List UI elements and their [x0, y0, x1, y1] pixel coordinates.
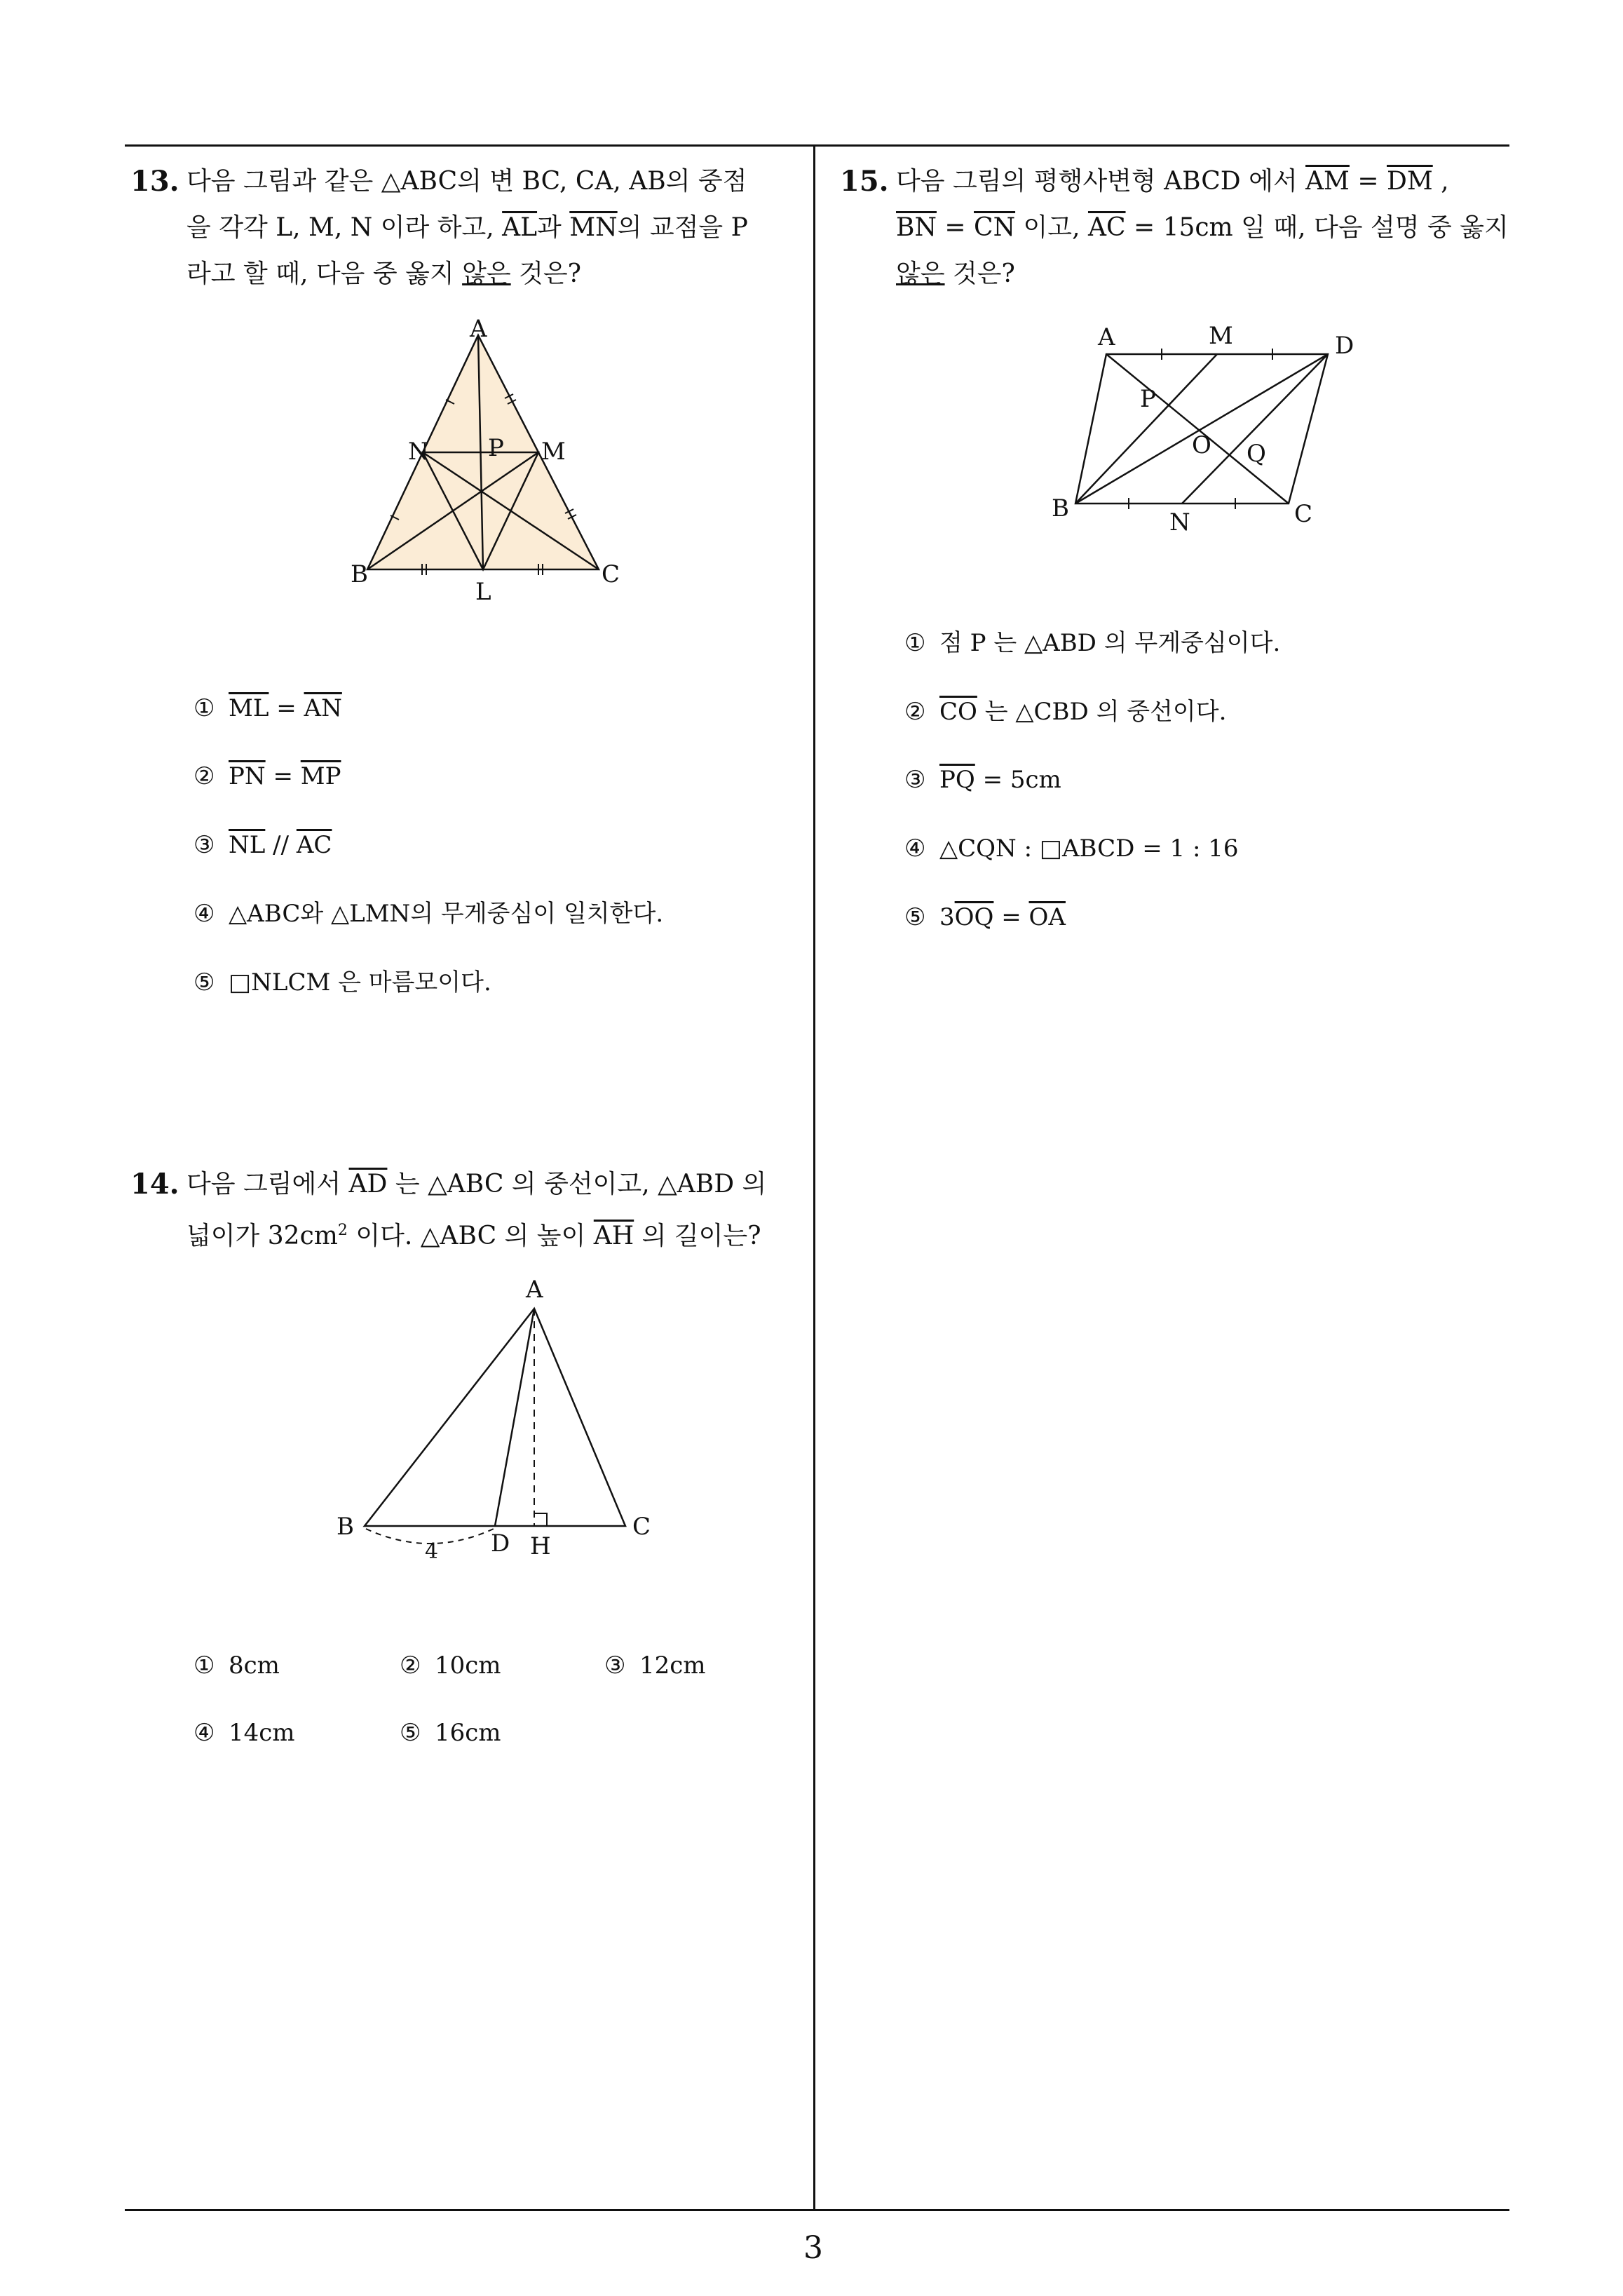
- choice-14-4[interactable]: ④ 14cm: [193, 1719, 295, 1747]
- question-line: 다음 그림의 평행사변형 ABCD 에서 $\overline{AM} = \overline{DM}$ ,: [896, 167, 1449, 196]
- label-length: 4: [425, 1539, 439, 1564]
- question-text: [186, 158, 748, 297]
- top-rule: [125, 144, 1509, 147]
- choice-14-5[interactable]: ⑤ 16cm: [400, 1719, 501, 1747]
- label-l: L: [475, 578, 491, 606]
- choice-13-3[interactable]: ③ $\overline{NL} // \overline{AC}$: [193, 831, 332, 859]
- label-p: P: [488, 434, 504, 462]
- label-m: M: [1209, 322, 1233, 350]
- label-n: N: [1169, 508, 1190, 536]
- median-ad: [495, 1309, 534, 1526]
- segment-bm: [1075, 354, 1217, 504]
- figure-15-parallelogram: [1052, 316, 1388, 547]
- label-c: C: [632, 1513, 651, 1541]
- choice-14-2[interactable]: ② 10cm: [400, 1652, 501, 1680]
- right-angle-mark: [534, 1513, 547, 1526]
- question-14: [130, 1161, 803, 1260]
- label-b: B: [337, 1513, 354, 1541]
- choice-15-2[interactable]: ② $\overline{CO}$ 는 △CBD 의 중선이다.: [904, 698, 1227, 726]
- segment-nd: [1182, 354, 1328, 504]
- figure-13-triangle: [351, 316, 645, 610]
- triangle-abc: [365, 1309, 625, 1526]
- question-15: [840, 158, 1513, 299]
- choice-14-1[interactable]: ① 8cm: [193, 1652, 280, 1680]
- label-p: P: [1140, 385, 1156, 413]
- question-line: 라고 할 때, 다음 중 옳지 않은 것은?: [186, 259, 581, 288]
- question-line: 넓이가 $32cm^2$ 이다. △ABC 의 높이 $\overline{AH}$ 의 길이는?: [186, 1222, 761, 1250]
- bottom-rule: [125, 2209, 1509, 2211]
- question-line: 않은 것은?: [896, 259, 1015, 288]
- choice-14-3[interactable]: ③ 12cm: [604, 1652, 706, 1680]
- question-line: 을 각각 L, M, N 이라 하고, $\overline{AL}$과 $\overline{MN}$의 교점을 P: [186, 213, 748, 242]
- label-h: H: [530, 1532, 551, 1560]
- choice-15-4[interactable]: ④ △CQN : □ABCD = 1 : 16: [904, 835, 1239, 863]
- choice-15-1[interactable]: ① 점 P 는 △ABD 의 무게중심이다.: [904, 629, 1281, 657]
- choice-13-2[interactable]: ② $\overline{PN} = \overline{MP}$: [193, 762, 341, 790]
- choice-15-5[interactable]: ⑤ $3\overline{OQ} = \overline{OA}$: [904, 903, 1066, 931]
- label-n: N: [408, 438, 429, 466]
- question-number: 15.: [840, 165, 889, 198]
- question-line: 다음 그림과 같은 △ABC의 변 BC, CA, AB의 중점: [186, 167, 747, 196]
- label-o: O: [1192, 431, 1211, 459]
- question-line: 다음 그림에서 $\overline{AD}$ 는 △ABC 의 중선이고, △ABD 의: [186, 1170, 767, 1198]
- label-d: D: [491, 1529, 510, 1558]
- page-number: 3: [803, 2230, 823, 2266]
- diagonal-ac: [1106, 354, 1289, 504]
- label-c: C: [1294, 500, 1313, 528]
- question-number: 13.: [130, 165, 179, 198]
- choice-13-5[interactable]: ⑤ □NLCM 은 마름모이다.: [193, 968, 491, 997]
- choice-13-4[interactable]: ④ △ABC와 △LMN의 무게중심이 일치한다.: [193, 900, 664, 928]
- question-number: 14.: [130, 1168, 179, 1201]
- figure-14-triangle: [330, 1269, 666, 1571]
- label-b: B: [1052, 494, 1069, 522]
- label-a: A: [1098, 323, 1115, 351]
- question-text: [186, 1161, 766, 1260]
- choice-13-1[interactable]: ① $\overline{ML} = \overline{AN}$: [193, 694, 342, 722]
- label-m: M: [541, 438, 566, 466]
- label-a: A: [470, 316, 487, 343]
- question-13: [130, 158, 803, 299]
- label-q: Q: [1247, 440, 1266, 468]
- label-a: A: [526, 1276, 543, 1304]
- choice-15-3[interactable]: ③ $\overline{PQ} = 5cm$: [904, 766, 1061, 794]
- question-line: $\overline{BN} = \overline{CN}$ 이고, $\overline{AC} = 15cm$ 일 때, 다음 설명 중 옳지: [896, 213, 1509, 242]
- label-d: D: [1335, 332, 1354, 360]
- column-divider: [813, 144, 815, 2210]
- question-text: [896, 158, 1509, 297]
- label-c: C: [602, 560, 620, 588]
- label-b: B: [351, 560, 368, 588]
- diagonal-bd: [1075, 354, 1328, 504]
